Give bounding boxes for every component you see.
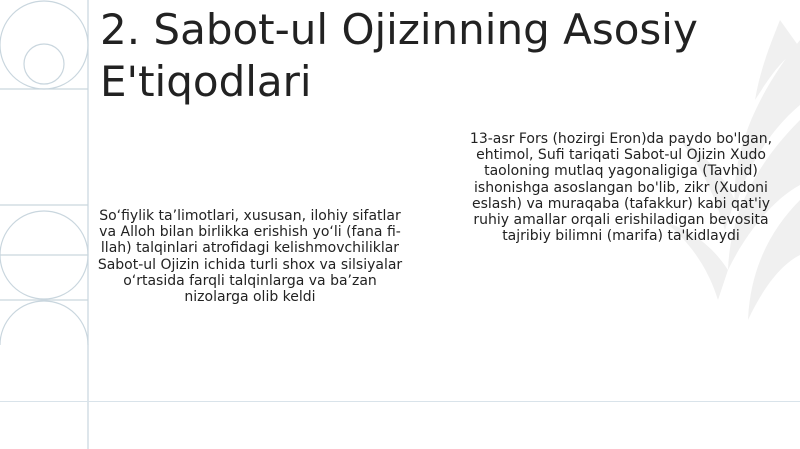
left-text-block: So‘fiylik ta’limotlari, xususan, ilohiy sifatlar va Alloh bilan birlikka erishish yo‘li (fana fi-llah) talqinlari atrofidagi kelishmovchiliklar Sabot-ul Ojizin ichida turli shox va silsiyalar o‘rtasida farqli talqinlarga va ba’zan nizolarga olib keldi (97, 208, 403, 306)
circle-decoration (0, 0, 88, 449)
slide-title: 2. Sabot-ul Ojizinning Asosiy E'tiqodlari (100, 5, 698, 106)
right-text-block: 13-asr Fors (hozirgi Eron)da paydo bo'lgan, ehtimol, Sufi tariqati Sabot-ul Ojizin Xudo taoloning mutlaq yagonaligiga (Tavhid) ishonishga asoslangan bo'lib, zikr (Xudoni eslash) va muraqaba (tafakkur) kabi qat'iy ruhiy amallar orqali erishiladigan bevosita tajribiy bilimni (marifa) ta'kidlaydi (469, 131, 773, 245)
bottom-divider (0, 401, 800, 402)
